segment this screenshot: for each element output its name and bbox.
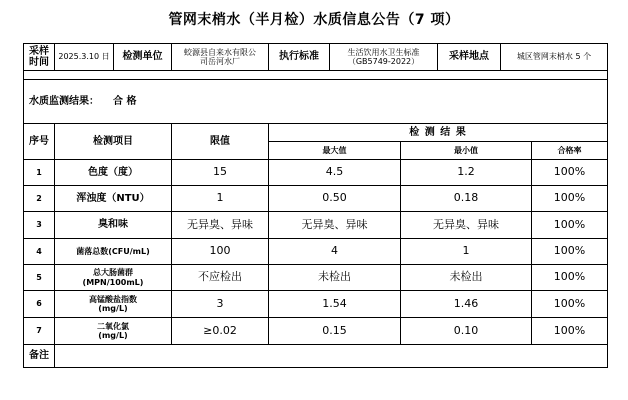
row-7-min: 0.10 xyxy=(400,317,532,345)
site-value: 城区管网末梢水 5 个 xyxy=(500,43,608,71)
remarks-value xyxy=(54,344,608,368)
col-index-header: 序号 xyxy=(23,123,55,160)
row-6-max: 1.54 xyxy=(268,290,401,318)
row-6-min: 1.46 xyxy=(400,290,532,318)
row-7-item: 二氧化氯 (mg/L) xyxy=(54,317,172,345)
row-3-limit: 无异臭、异味 xyxy=(171,211,269,239)
row-4-item: 菌落总数(CFU/mL) xyxy=(54,238,172,265)
row-6-pass: 100% xyxy=(531,290,608,318)
result-label: 水质监测结果： xyxy=(29,95,99,107)
row-6-item: 高锰酸盐指数 (mg/L) xyxy=(54,290,172,318)
row-6-limit: 3 xyxy=(171,290,269,318)
result-value: 合 格 xyxy=(113,95,137,107)
row-3-index: 3 xyxy=(23,211,55,239)
row-4-limit: 100 xyxy=(171,238,269,265)
col-results-group-header: 检 测 结 果 xyxy=(268,123,608,142)
page-title: 管网末梢水（半月检）水质信息公告（7 项） xyxy=(168,12,460,28)
row-2-limit: 1 xyxy=(171,185,269,212)
row-1-max: 4.5 xyxy=(268,159,401,186)
col-pass-header: 合格率 xyxy=(531,141,608,160)
sample-time-label: 采样 时间 xyxy=(23,43,55,71)
row-1-min: 1.2 xyxy=(400,159,532,186)
row-4-min: 1 xyxy=(400,238,532,265)
row-5-item: 总大肠菌群 (MPN/100mL) xyxy=(54,264,172,291)
row-5-max: 未检出 xyxy=(268,264,401,291)
row-5-index: 5 xyxy=(23,264,55,291)
col-item-header: 检测项目 xyxy=(54,123,172,160)
row-2-index: 2 xyxy=(23,185,55,212)
remarks-label: 备注 xyxy=(23,344,55,368)
row-1-item: 色度（度） xyxy=(54,159,172,186)
row-1-pass: 100% xyxy=(531,159,608,186)
row-4-pass: 100% xyxy=(531,238,608,265)
row-7-limit: ≥0.02 xyxy=(171,317,269,345)
row-7-index: 7 xyxy=(23,317,55,345)
row-1-limit: 15 xyxy=(171,159,269,186)
row-5-limit: 不应检出 xyxy=(171,264,269,291)
site-label: 采样地点 xyxy=(437,43,501,71)
row-3-pass: 100% xyxy=(531,211,608,239)
row-3-min: 无异臭、异味 xyxy=(400,211,532,239)
sample-time-value: 2025.3.10 日 xyxy=(54,43,114,71)
row-2-max: 0.50 xyxy=(268,185,401,212)
unit-label: 检测单位 xyxy=(113,43,172,71)
row-2-item: 浑浊度（NTU） xyxy=(54,185,172,212)
row-7-pass: 100% xyxy=(531,317,608,345)
row-1-index: 1 xyxy=(23,159,55,186)
row-5-min: 未检出 xyxy=(400,264,532,291)
row-7-max: 0.15 xyxy=(268,317,401,345)
row-2-min: 0.18 xyxy=(400,185,532,212)
row-5-pass: 100% xyxy=(531,264,608,291)
standard-value: 生活饮用水卫生标准 （GB5749-2022） xyxy=(329,43,438,71)
unit-value: 蛟源县自来水有限公 司岳河水厂 xyxy=(171,43,269,71)
row-3-item: 臭和味 xyxy=(54,211,172,239)
row-4-index: 4 xyxy=(23,238,55,265)
standard-label: 执行标准 xyxy=(268,43,330,71)
water-quality-sheet xyxy=(23,43,608,368)
row-3-max: 无异臭、异味 xyxy=(268,211,401,239)
result-row xyxy=(23,79,608,124)
col-min-header: 最小值 xyxy=(400,141,532,160)
col-limit-header: 限值 xyxy=(171,123,269,160)
row-6-index: 6 xyxy=(23,290,55,318)
row-2-pass: 100% xyxy=(531,185,608,212)
row-4-max: 4 xyxy=(268,238,401,265)
col-max-header: 最大值 xyxy=(268,141,401,160)
